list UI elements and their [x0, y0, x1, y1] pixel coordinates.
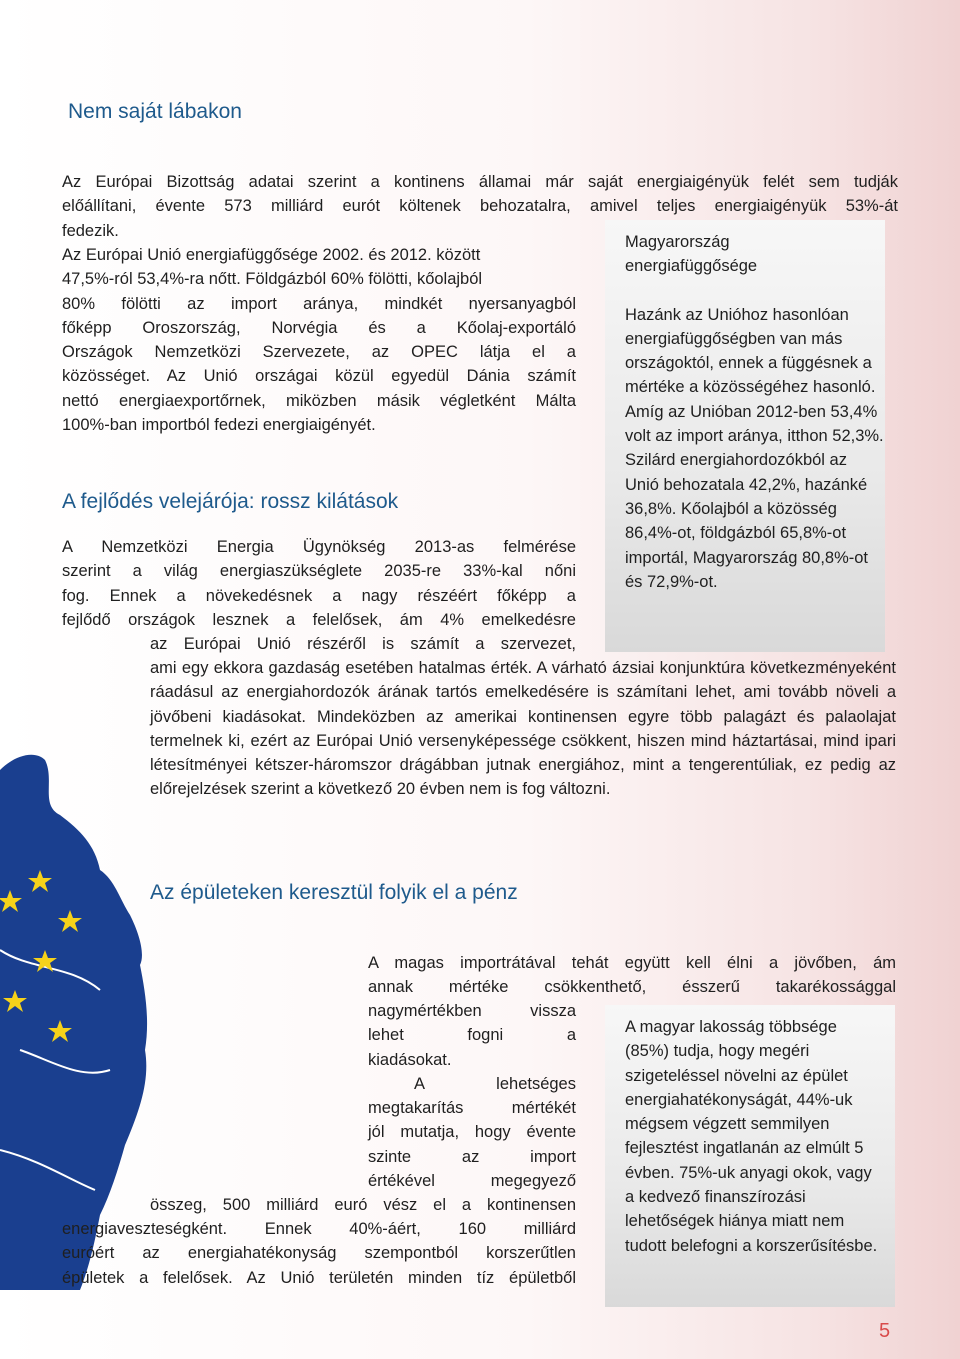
section-title-fejlodes: A fejlődés velejárója: rossz kilátások	[62, 490, 399, 513]
energy-dependence-paragraph	[62, 243, 576, 437]
growth-paragraph-continued: ami egy ekkora gazdaság esetében hatalmas érték. A várható ázsiai konjunktúra következményeként ráadásul az energiahordozók árának tartós emelkedésére is számítani lehet, ami tovább növeli a jövőbeni kiadásokat. Mindeközben az amerikai kontinensen egyre több palagázt és palaolajat termelnek ki, ezért az Európai Unió versenyképessége csökkent, hiszen mind háztartásai, mind ipari létesítményei kétszer-háromszor drágábban jutnak energiához, mint a tengerentúliak, ez pedig az előrejelzések szerint a következő 20 évben nem is fog változni.	[150, 659, 896, 799]
text-line: euróért az energiahatékonyság szempontból korszerűtlen	[62, 1244, 576, 1263]
text-line: az Európai Unió részéről is számít a szervezet,	[150, 635, 576, 653]
text-line: értékével megegyező	[368, 1172, 576, 1191]
text-line: 80% fölötti az import aránya, mindkét nyersanyagból	[62, 294, 576, 313]
text-line: annak mértéke csökkenthető, ésszerű takarékossággal	[368, 978, 896, 997]
sidebar-hungary-energy-dependence	[605, 220, 885, 652]
text-line: A Nemzetközi Energia Ügynökség 2013-as felmérése	[62, 538, 576, 556]
text-line: A magas importrátával tehát együtt kell élni a jövőben, ám	[368, 954, 896, 972]
text-line: Országok Nemzetközi Szervezete, az OPEC látja el a	[62, 343, 576, 362]
section-title-nem-sajat-labakon: Nem saját lábakon	[68, 100, 242, 123]
text-line: összeg, 500 milliárd euró vész el a kontinensen	[150, 1196, 576, 1214]
text-line: főképp Oroszország, Norvégia és a Kőolaj-exportáló	[62, 318, 576, 337]
eu-map-illustration	[0, 750, 150, 1290]
text-line: nagymértékben vissza	[368, 1002, 576, 1020]
text-line: Az Európai Bizottság adatai szerint a kontinens államai már saját energiaigényük felét sem tudják	[62, 173, 898, 191]
growth-paragraph	[62, 535, 576, 632]
text-line: közösséget. Az Unió országai közül egyedül Dánia számít	[62, 367, 576, 386]
buildings-paragraph-top	[368, 951, 896, 1000]
sidebar-heading: Magyarország energiafüggősége	[625, 233, 758, 276]
text-line: A lehetséges	[414, 1074, 576, 1093]
buildings-paragraph-w1	[150, 1193, 576, 1217]
text-line: jól mutatja, hogy évente	[368, 1123, 576, 1142]
text-line: szinte az import	[368, 1147, 576, 1166]
text-line: megtakarítás mértékét	[368, 1099, 576, 1118]
growth-paragraph-line5	[150, 632, 576, 656]
text-line: fog. Ennek a növekedésnek a nagy részéért főképp a	[62, 586, 576, 605]
text-line: lehet fogni a	[368, 1026, 576, 1045]
text-line: fedezik.	[62, 221, 119, 240]
text-line: 100%-ban importból fedezi energiaigényét.	[62, 416, 376, 435]
buildings-paragraph-narrow	[368, 999, 576, 1193]
text-line: energiaveszteségként. Ennek 40%-áért, 160 milliárd	[62, 1220, 576, 1238]
text-line: előállítani, évente 573 milliárd eurót költenek behozatalra, amivel teljes energiaigényük 53%-át	[62, 197, 898, 216]
eu-map-shape	[0, 755, 147, 1290]
section-title-epuleteken: Az épületeken keresztül folyik el a pénz	[150, 881, 518, 904]
text-line: szerint a világ energiaszükséglete 2035-re 33%-kal nőni	[62, 562, 576, 581]
page-number: 5	[879, 1320, 891, 1342]
sidebar-body: A magyar lakosság többsége (85%) tudja, hogy megéri szigeteléssel növelni az épület energiahatékonyságát, 44%-uk mégsem végzett semmilyen fejlesztést ingatlanán az elmúlt 5 évben. 75%-uk anyagi okok, vagy a kedvező finanszírozási lehetőségek hiánya miatt nem tudott belefogni a korszerűsítésbe.	[625, 1018, 878, 1255]
text-line: Az Európai Unió energiafüggősége 2002. és 2012. között	[62, 246, 481, 264]
text-line: kiadásokat.	[368, 1050, 452, 1069]
text-line: épületek a felelősek. Az Unió területén minden tíz épületből	[62, 1268, 576, 1287]
sidebar-body: Hazánk az Unióhoz hasonlóan energiafüggőségben van más országoktól, ennek a függésnek a mértéke a közösségéhez hasonló. Amíg az Unióban 2012-ben 53,4% volt az import aránya, itthon 52,3%. Szilárd energiahordozókból az Unió behozatala 42,2%, hazánké 36,8%. Kőolajból a közösség 86,4%-ot, földgázból 65,8%-ot importál, Magyarország 80,8%-ot és 72,9%-ot.	[625, 305, 884, 591]
text-line: nettó energiaexportőrnek, miközben másik végletként Málta	[62, 391, 576, 410]
sidebar-hungarian-insulation	[605, 1005, 895, 1307]
buildings-paragraph-bottom	[62, 1217, 576, 1290]
text-line: fejlődő országok lesznek a felelősek, ám 4% emelkedésre	[62, 610, 576, 629]
text-line: 47,5%-ról 53,4%-ra nőtt. Földgázból 60% fölötti, kőolajból	[62, 270, 483, 289]
